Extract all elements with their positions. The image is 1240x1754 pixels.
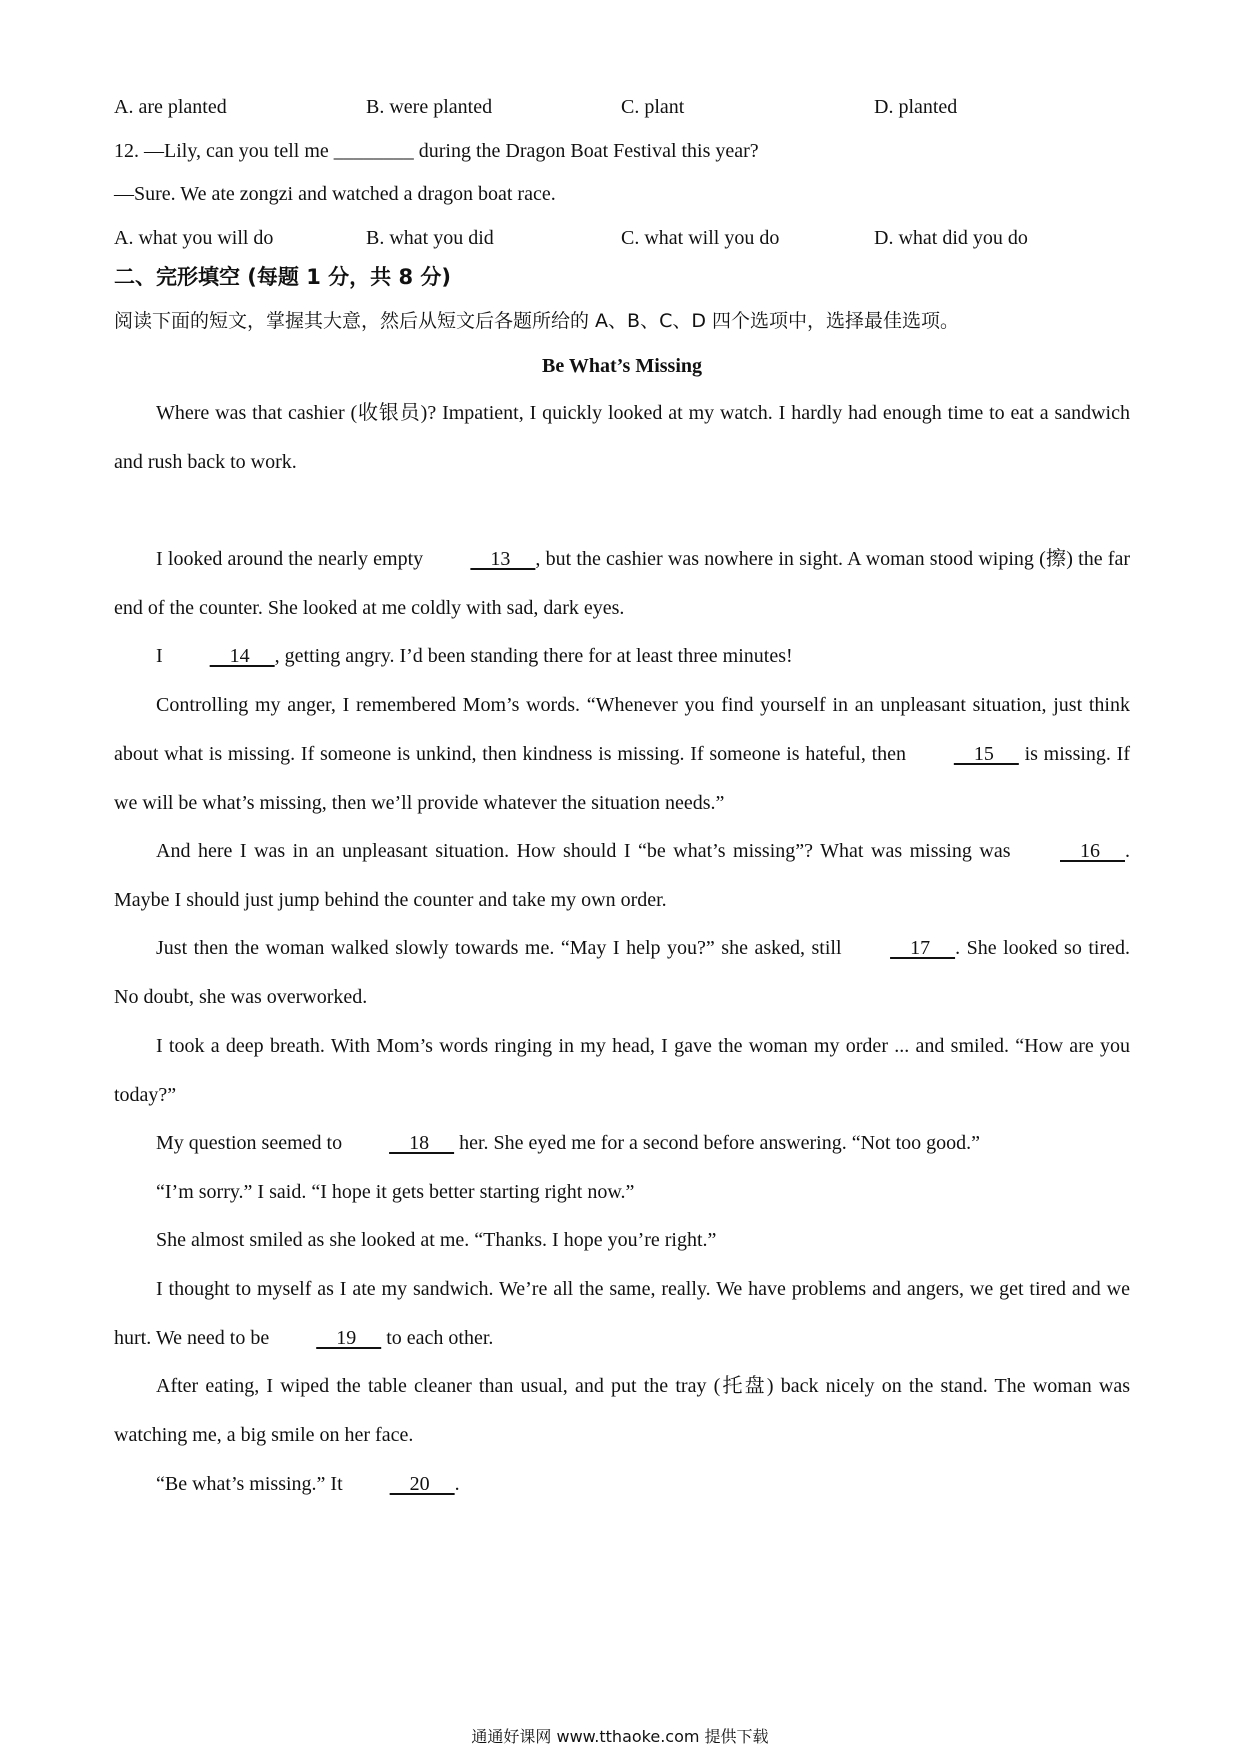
text-segment: , getting angry. I’d been standing there for at least three minutes! [274, 645, 793, 667]
text-segment: . Maybe I should just jump behind the counter and take my own order. [114, 840, 1130, 911]
text-segment: Controlling my anger, I remembered Mom’s words. “Whenever you find yourself in an unpleasant situation, just think about what is missing. If someone is unkind, then kindness is missing. If someone is hateful, then [114, 694, 1130, 765]
passage-paragraph-12: After eating, I wiped the table cleaner than usual, and put the tray (托盘) back nicely on the stand. The woman was watching me, a big smile on her face. [114, 1375, 1130, 1446]
q11-option-d[interactable]: D. planted [874, 96, 958, 118]
blank-15[interactable]: 15 [953, 743, 1019, 765]
q11-option-b[interactable]: B. were planted [366, 96, 493, 118]
section-instruction: 阅读下面的短文，掌握其大意，然后从短文后各题所给的 A、B、C、D 四个选项中，选择最佳选项。 [114, 310, 960, 332]
page-footer: 通通好课网 www.tthaoke.com 提供下载 [471, 1727, 769, 1746]
text-segment: . [454, 1473, 460, 1495]
passage-paragraph-2 [114, 535, 1130, 633]
text-segment: And here I was in an unpleasant situation. How should I “be what’s missing”? What was missing was [156, 840, 1018, 862]
blank-18[interactable]: 18 [389, 1132, 455, 1154]
passage-paragraph-8 [114, 1119, 1130, 1168]
passage-paragraph-3 [114, 632, 1130, 681]
q11-option-c[interactable]: C. plant [621, 96, 685, 118]
q12-option-b[interactable]: B. what you did [366, 227, 494, 249]
q12-option-a[interactable]: A. what you will do [114, 227, 274, 249]
q12-options [114, 223, 1130, 253]
blank-13[interactable]: 13 [470, 548, 536, 570]
text-segment: to each other. [381, 1327, 494, 1349]
text-segment: I looked around the nearly empty [156, 548, 429, 570]
blank-17[interactable]: 17 [890, 937, 956, 959]
passage-paragraph-1: Where was that cashier (收银员)? Impatient, I quickly looked at my watch. I hardly had enough time to eat a sandwich and rush back to work. [114, 402, 1130, 473]
text-segment: , but the cashier was nowhere in sight. A woman stood wiping (擦) the far end of the counter. She looked at me coldly with sad, dark eyes. [114, 548, 1131, 619]
passage-paragraph-9: “I’m sorry.” I said. “I hope it gets better starting right now.” [156, 1181, 635, 1203]
passage-paragraph-11 [114, 1265, 1130, 1363]
blank-14[interactable]: 14 [209, 645, 275, 667]
text-segment: her. She eyed me for a second before answering. “Not too good.” [454, 1132, 981, 1154]
text-segment: I thought to myself as I ate my sandwich. We’re all the same, really. We have problems and angers, we get tired and we hurt. We need to be [114, 1278, 1130, 1349]
text-segment: “Be what’s missing.” It [156, 1473, 348, 1495]
passage-paragraph-4 [114, 681, 1130, 828]
passage-title: Be What’s Missing [541, 355, 703, 377]
passage-paragraph-7: I took a deep breath. With Mom’s words ringing in my head, I gave the woman my order ... and smiled. “How are you today?” [114, 1035, 1130, 1106]
section-heading: 二、完形填空 (每题 1 分，共 8 分) [114, 265, 451, 289]
blank-16[interactable]: 16 [1060, 840, 1125, 862]
blank-19[interactable]: 19 [316, 1327, 382, 1349]
q12-stem: 12. —Lily, can you tell me ________ during the Dragon Boat Festival this year? [114, 140, 759, 162]
passage-paragraph-13 [114, 1460, 1130, 1509]
q11-option-a[interactable]: A. are planted [114, 96, 227, 118]
passage-paragraph-5 [114, 827, 1130, 925]
text-segment: . She looked so tired. No doubt, she was overworked. [114, 937, 1130, 1008]
passage-paragraph-10: She almost smiled as she looked at me. “Thanks. I hope you’re right.” [156, 1229, 717, 1251]
q11-options [114, 92, 1130, 122]
passage-paragraph-6 [114, 924, 1130, 1022]
q12-option-c[interactable]: C. what will you do [621, 227, 780, 249]
q12-option-d[interactable]: D. what did you do [874, 227, 1028, 249]
q12-answer-line: —Sure. We ate zongzi and watched a dragon boat race. [114, 183, 556, 205]
text-segment: My question seemed to [156, 1132, 348, 1154]
text-segment: is missing. If we will be what’s missing, then we’ll provide whatever the situation needs.” [114, 743, 1131, 814]
text-segment: Just then the woman walked slowly towards me. “May I help you?” she asked, still [156, 937, 849, 959]
text-segment: I [156, 645, 168, 667]
blank-20[interactable]: 20 [389, 1473, 455, 1495]
